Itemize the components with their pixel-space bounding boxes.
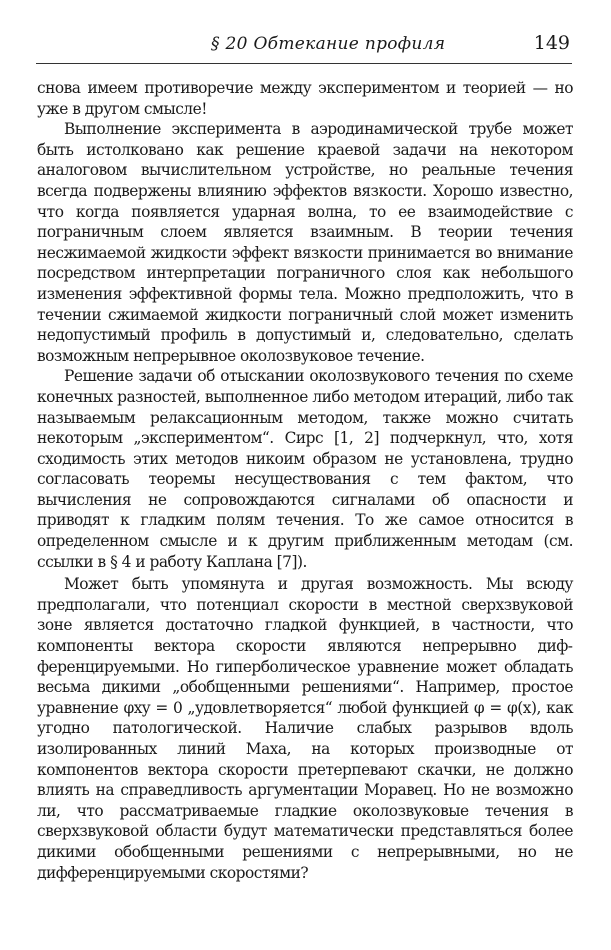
paragraph-continuation: снова имеем противоречие между экспериментом и теорией — но уже в другом смысле! — [37, 79, 573, 118]
header-rule — [36, 63, 572, 64]
paragraph-generalized-solutions: Может быть упомянута и другая возможность. Мы всюду предполагали, что потенциал скорости в местной сверхзвуковой зоне является достаточно гладкой функцией, в частности, что компоненты вектора скорости являются непрерывно дифференцируемыми. Но гиперболическое уравнение может обладать весьма дикими „обобщенными решениями“. Например, простое уравнение φxy = 0 „удовлетворяется“ любой функцией φ = φ(x), как угодно патологической. Наличие слабых разрывов вдоль изолированных линий Маха, на которых производные от компонентов вектора скорости претерпевают скачки, не должно влиять на справедливость аргументации Моравец. Но не возможно ли, что рассматриваемые гладкие околозвуковые течения в сверхзвуковой области будут математически представляться более дикими обобщенными решениями с непрерывными, но не дифференцируемыми скоростями? — [37, 575, 573, 882]
running-title: § 20 Обтекание профиля — [211, 34, 446, 54]
page-number: 149 — [533, 32, 570, 54]
paragraph-finite-differences: Решение задачи об отыскании околозвукового течения по схеме конечных разностей, выполненное либо методом итераций, либо так называемым релаксационным методом, также можно считать некоторым „экспериментом“. Сирс [1, 2] подчеркнул, что, хотя сходимость этих методов никоим образом не установлена, трудно согласовать теоремы несуществования с тем фактом, что вычисления не сопровождаются сигналами об опасности и приводят к гладким полям течения. То же самое относится в определенном смысле и к другим приближенным методам (см. ссылки в § 4 и работу Каплана [7]). — [37, 367, 573, 571]
running-head — [36, 34, 576, 58]
paragraph-wind-tunnel: Выполнение эксперимента в аэродинамической трубе может быть истолковано как решение краевой задачи на некотором аналоговом вычислительном устройстве, но реальные течения всегда подвержены влиянию эффектов вязкости. Хорошо известно, что когда появляется ударная волна, то ее взаимодействие с пограничным слоем является взаимным. В теории течения несжимаемой жидкости эффект вязкости принимается во внимание посредством интерпретации пограничного слоя как небольшого изменения эффективной формы тела. Можно предположить, что в течении сжимаемой жидкости пограничный слой может изменить недопустимый профиль в допустимый и, следовательно, сделать возможным непрерывное околозвуковое течение. — [37, 120, 573, 365]
body-text — [37, 78, 573, 883]
